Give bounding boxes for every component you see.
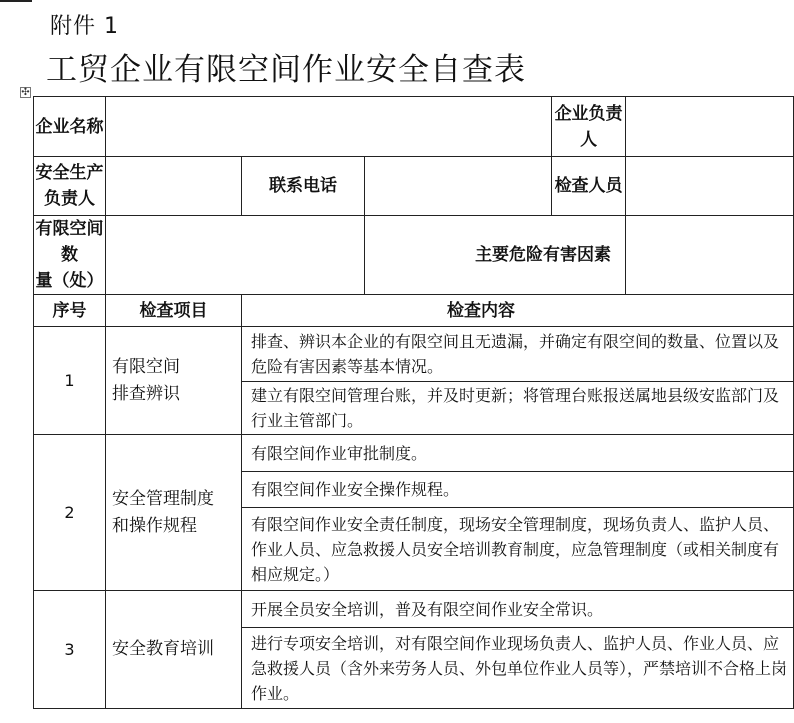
company-leader-value[interactable] xyxy=(626,97,794,157)
confined-space-row xyxy=(34,216,794,295)
safety-leader-value[interactable] xyxy=(106,157,242,216)
self-check-table-wrapper xyxy=(33,96,788,703)
table-row xyxy=(34,435,794,472)
attachment-label: 附件 1 xyxy=(50,14,119,39)
column-header-no: 序号 xyxy=(34,295,106,327)
page-title: 工贸企业有限空间作业安全自查表 xyxy=(46,52,526,88)
row-content: 有限空间作业安全责任制度，现场安全管理制度，现场负责人、监护人员、作业人员、应急救援人员安全培训教育制度，应急管理制度（或相关制度有相应规定。） xyxy=(242,508,794,591)
row-item: 有限空间 排查辨识 xyxy=(106,327,242,435)
row-content: 开展全员安全培训，普及有限空间作业安全常识。 xyxy=(242,591,794,628)
row-item: 安全管理制度 和操作规程 xyxy=(106,435,242,591)
main-hazards-value[interactable] xyxy=(626,216,794,295)
column-header-row xyxy=(34,295,794,327)
company-name-value[interactable] xyxy=(106,97,552,157)
company-row xyxy=(34,97,794,157)
inspector-label: 检查人员 xyxy=(552,157,626,216)
row-number: 3 xyxy=(34,591,106,709)
row-number: 1 xyxy=(34,327,106,435)
table-row xyxy=(34,327,794,382)
company-name-label: 企业名称 xyxy=(34,97,106,157)
confined-space-count-value[interactable] xyxy=(106,216,365,295)
confined-space-count-label: 有限空间数 量（处） xyxy=(34,216,106,295)
row-content: 建立有限空间管理台账，并及时更新；将管理台账报送属地县级安监部门及行业主管部门。 xyxy=(242,382,794,435)
self-check-table xyxy=(33,96,794,709)
row-number: 2 xyxy=(34,435,106,591)
column-header-item: 检查项目 xyxy=(106,295,242,327)
column-header-content: 检查内容 xyxy=(242,295,794,327)
table-row xyxy=(34,591,794,628)
company-leader-label: 企业负责人 xyxy=(552,97,626,157)
contact-phone-label: 联系电话 xyxy=(242,157,365,216)
row-item: 安全教育培训 xyxy=(106,591,242,709)
row-content: 有限空间作业安全操作规程。 xyxy=(242,472,794,508)
contact-phone-value[interactable] xyxy=(365,157,552,216)
table-move-handle-icon[interactable]: ✣ xyxy=(21,87,30,98)
row-content: 进行专项安全培训，对有限空间作业现场负责人、监护人员、作业人员、应急救援人员（含外来劳务人员、外包单位作业人员等），严禁培训不合格上岗作业。 xyxy=(242,628,794,709)
row-content: 排查、辨识本企业的有限空间且无遗漏，并确定有限空间的数量、位置以及危险有害因素等基本情况。 xyxy=(242,327,794,382)
safety-leader-row xyxy=(34,157,794,216)
safety-leader-label: 安全生产 负责人 xyxy=(34,157,106,216)
inspector-value[interactable] xyxy=(626,157,794,216)
main-hazards-label: 主要危险有害因素 xyxy=(365,216,626,295)
top-rule xyxy=(0,0,32,2)
row-content: 有限空间作业审批制度。 xyxy=(242,435,794,472)
